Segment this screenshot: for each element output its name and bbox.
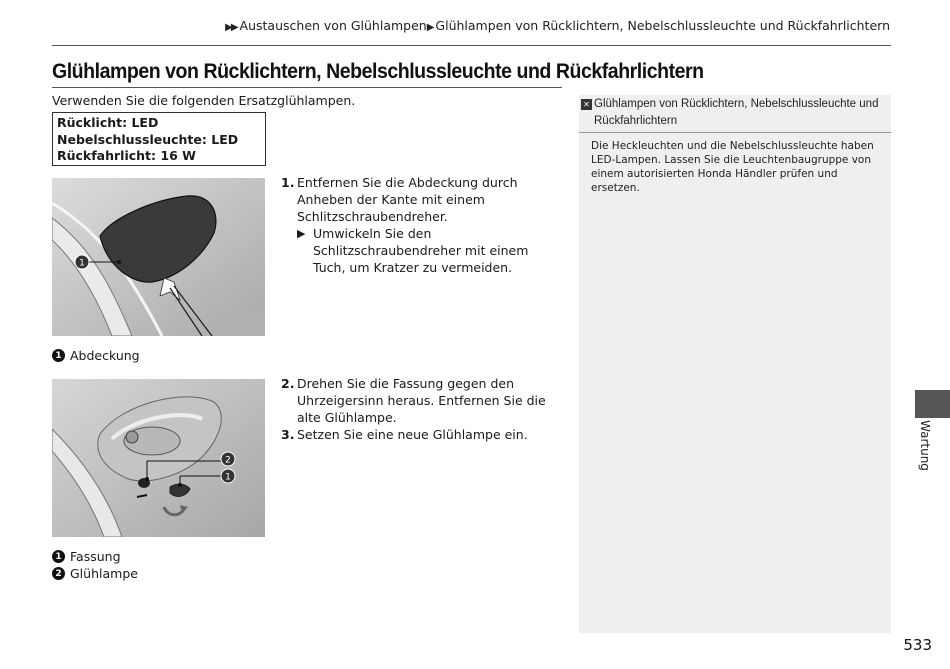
steps-part-a (281, 174, 563, 276)
intro-text: Verwenden Sie die folgenden Ersatzglühlampen. (52, 93, 356, 108)
step-text: Drehen Sie die Fassung gegen den Uhrzeigersinn heraus. Entfernen Sie die alte Glühlampe. (297, 376, 546, 425)
section-label-text: Wartung (918, 420, 932, 471)
side-note-body: Die Heckleuchten und die Nebelschlussleuchte haben LED-Lampen. Lassen Sie die Leuchtenbaugruppe von einem autorisierten Honda Händler prüfen und ersetzen. (591, 140, 874, 194)
step-number: 2. (281, 376, 295, 391)
page-number: 533 (903, 636, 932, 654)
caption-number: 1 (52, 550, 65, 563)
caption-text: Abdeckung (70, 348, 140, 363)
step-1-note (281, 225, 563, 276)
step-number: 1. (281, 175, 295, 190)
step-text: Entfernen Sie die Abdeckung durch Anheben der Kante mit einem Schlitzschraubendreher. (297, 175, 518, 224)
breadcrumb-item-2[interactable]: Glühlampen von Rücklichtern, Nebelschlussleuchte und Rückfahrlichtern (435, 18, 890, 33)
caption-number: 1 (52, 349, 65, 362)
section-tab[interactable] (915, 390, 950, 418)
step-text: Setzen Sie eine neue Glühlampe ein. (297, 427, 528, 442)
figure2-caption-1 (52, 549, 121, 564)
figure2-callout-1: 1 (225, 472, 231, 483)
figure1-caption (52, 348, 140, 363)
spec-tail-light: Rücklicht: LED (57, 115, 159, 130)
figure2-caption-2 (52, 566, 138, 581)
arrow-icon: ▶ (426, 22, 433, 33)
double-arrow-icon: ▶▶ (225, 22, 237, 33)
arrow-icon: ▶ (297, 227, 306, 240)
side-note-heading: Glühlampen von Rücklichtern, Nebelschlussleuchte und Rückfahrlichtern (594, 98, 879, 127)
caption-number: 2 (52, 567, 65, 580)
page-title: Glühlampen von Rücklichtern, Nebelschlussleuchte und Rückfahrlichtern (52, 60, 704, 83)
steps-part-b (281, 375, 563, 443)
step-2 (281, 375, 563, 426)
spec-reverse-light: Rückfahrlicht: 16 W (57, 148, 196, 163)
side-note (579, 95, 891, 633)
figure2-callout-2: 2 (225, 455, 231, 466)
header-divider (52, 45, 891, 46)
figure-cover-removal (52, 178, 265, 336)
spec-fog-light: Nebelschlussleuchte: LED (57, 131, 239, 147)
caption-text: Glühlampe (70, 566, 138, 581)
bulb-spec-box (52, 112, 266, 166)
note-text: Umwickeln Sie den Schlitzschraubendreher mit einem Tuch, um Kratzer zu vermeiden. (313, 226, 529, 275)
breadcrumb-item-1[interactable]: Austauschen von Glühlampen (239, 18, 427, 33)
note-reference-icon: ✕ (581, 99, 592, 110)
figure1-callout: 1 (79, 258, 85, 269)
breadcrumb (225, 18, 890, 33)
figure-socket-removal (52, 379, 265, 537)
caption-text: Fassung (70, 549, 121, 564)
section-label (910, 420, 940, 480)
step-1 (281, 174, 563, 225)
step-3 (281, 426, 563, 443)
step-number: 3. (281, 427, 295, 442)
side-note-header (579, 95, 891, 132)
title-underline (52, 87, 562, 88)
